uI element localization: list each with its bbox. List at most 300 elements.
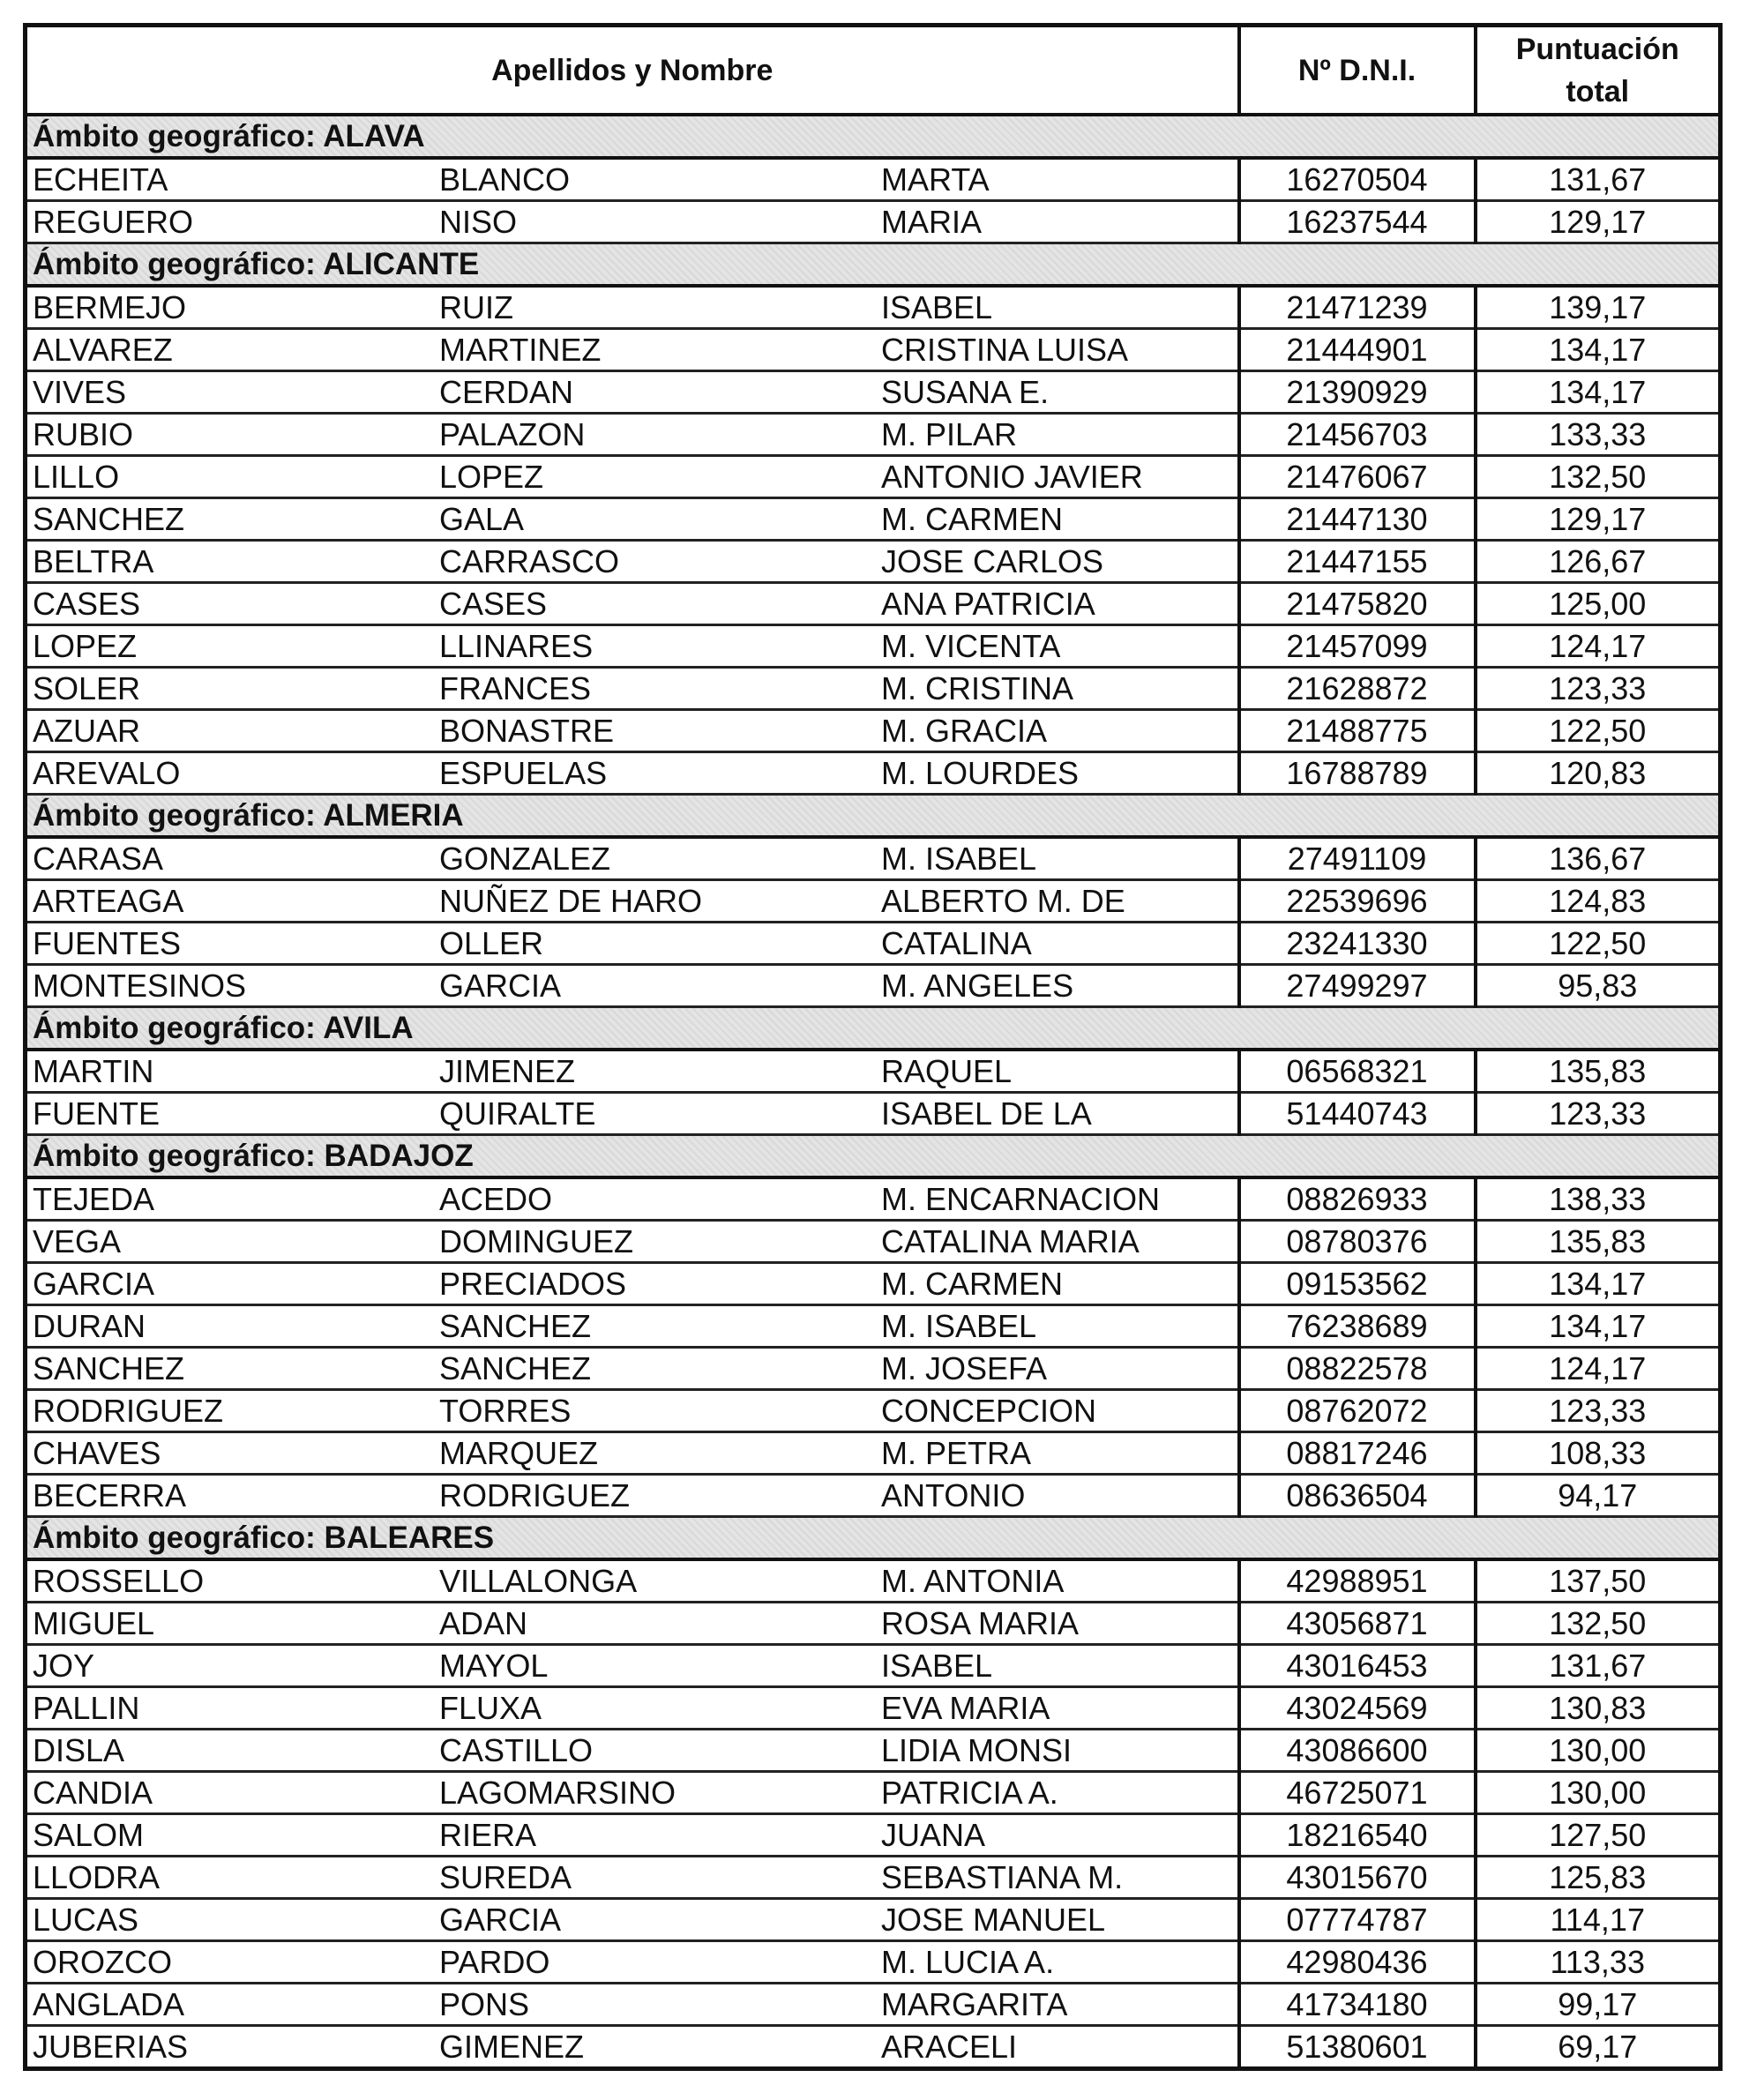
table-row [26,965,1721,1007]
score-cell: 136,67 [1476,837,1721,880]
score-cell: 132,50 [1476,456,1721,498]
full-name-cell [26,1221,1239,1263]
dni-cell: 08780376 [1239,1221,1476,1263]
results-sheet [23,23,1718,2071]
given-name: JOSE CARLOS [881,543,1104,579]
dni-cell: 21390929 [1239,371,1476,414]
full-name-cell [26,414,1239,456]
given-name: ANTONIO JAVIER [881,459,1143,495]
second-surname: NUÑEZ DE HARO [439,883,703,919]
first-surname: ROSSELLO [33,1563,205,1599]
group-header-row [26,1135,1721,1178]
table-row [26,1177,1721,1221]
second-surname: CASTILLO [439,1732,594,1768]
score-cell: 124,17 [1476,625,1721,668]
score-cell: 125,00 [1476,583,1721,625]
table-row [26,498,1721,541]
given-name: CATALINA MARIA [881,1223,1140,1259]
table-row [26,1305,1721,1348]
name-parts [27,1984,1237,2024]
dni-cell: 08636504 [1239,1475,1476,1517]
table-row [26,456,1721,498]
given-name: RAQUEL [881,1053,1013,1089]
second-surname: LAGOMARSINO [439,1775,676,1811]
table-row [26,1263,1721,1305]
given-name: M. ENCARNACION [881,1181,1161,1217]
table-row [26,1050,1721,1093]
dni-cell: 51440743 [1239,1093,1476,1135]
name-parts [27,1773,1237,1812]
given-name: EVA MARIA [881,1690,1050,1726]
full-name-cell [26,1941,1239,1984]
second-surname: GONZALEZ [439,841,611,877]
name-parts [27,288,1237,327]
group-header-row [26,1007,1721,1050]
score-cell: 135,83 [1476,1221,1721,1263]
given-name: CATALINA [881,925,1032,961]
name-parts [27,1730,1237,1770]
first-surname: JUBERIAS [33,2029,189,2065]
table-row [26,1857,1721,1899]
second-surname: PALAZON [439,416,586,452]
first-surname: RUBIO [33,416,134,452]
table-row [26,1221,1721,1263]
given-name: M. CRISTINA [881,670,1074,706]
score-cell: 132,50 [1476,1603,1721,1645]
group-header-row [26,115,1721,158]
name-parts [27,1264,1237,1304]
full-name-cell [26,1559,1239,1603]
group-header-row [26,243,1721,287]
given-name: MARTA [881,161,990,198]
given-name: ISABEL [881,1648,993,1684]
dni-cell: 21488775 [1239,710,1476,752]
second-surname: GALA [439,501,525,537]
name-parts [27,1476,1237,1515]
dni-cell: 51380601 [1239,2026,1476,2069]
first-surname: SOLER [33,670,141,706]
dni-cell: 08817246 [1239,1432,1476,1475]
name-parts [27,1306,1237,1346]
name-parts [27,839,1237,878]
given-name: ANTONIO [881,1477,1026,1513]
dni-cell: 21447155 [1239,541,1476,583]
dni-cell: 43024569 [1239,1687,1476,1730]
score-cell: 130,00 [1476,1730,1721,1772]
dni-cell: 42980436 [1239,1941,1476,1984]
second-surname: LOPEZ [439,459,544,495]
name-parts [27,542,1237,581]
second-surname: TORRES [439,1393,572,1429]
dni-cell: 27499297 [1239,965,1476,1007]
first-surname: MONTESINOS [33,968,247,1004]
second-surname: GIMENEZ [439,2029,585,2065]
second-surname: JIMENEZ [439,1053,576,1089]
given-name: M. ISABEL [881,1308,1037,1344]
second-surname: VILLALONGA [439,1563,638,1599]
given-name: MARIA [881,204,983,240]
second-surname: LLINARES [439,628,594,664]
given-name: ISABEL [881,289,993,325]
second-surname: CARRASCO [439,543,620,579]
given-name: ISABEL DE LA [881,1095,1092,1132]
full-name-cell [26,1305,1239,1348]
full-name-cell [26,1984,1239,2026]
first-surname: LILLO [33,459,120,495]
name-parts [27,330,1237,370]
score-cell: 108,33 [1476,1432,1721,1475]
score-cell: 94,17 [1476,1475,1721,1517]
table-row [26,752,1721,795]
name-parts [27,669,1237,708]
table-row [26,2026,1721,2069]
name-parts [27,626,1237,666]
score-cell: 125,83 [1476,1857,1721,1899]
score-cell: 138,33 [1476,1177,1721,1221]
first-surname: CARASA [33,841,164,877]
dni-cell: 21444901 [1239,329,1476,371]
table-row [26,329,1721,371]
second-surname: SUREDA [439,1859,572,1895]
name-parts [27,584,1237,624]
dni-cell: 21456703 [1239,414,1476,456]
first-surname: BECERRA [33,1477,187,1513]
second-surname: PRECIADOS [439,1266,627,1302]
full-name-cell [26,201,1239,243]
table-row [26,371,1721,414]
dni-cell: 07774787 [1239,1899,1476,1941]
name-parts [27,160,1237,199]
table-body [26,115,1721,2069]
table-row [26,1475,1721,1517]
table-row [26,583,1721,625]
name-parts [27,2027,1237,2066]
score-cell: 135,83 [1476,1050,1721,1093]
group-label: Ámbito geográfico: BALEARES [26,1517,1721,1560]
full-name-cell [26,1348,1239,1390]
dni-cell: 18216540 [1239,1814,1476,1857]
table-row [26,1687,1721,1730]
given-name: JUANA [881,1817,986,1853]
group-header-row [26,1517,1721,1560]
dni-cell: 09153562 [1239,1263,1476,1305]
score-cell: 126,67 [1476,541,1721,583]
first-surname: PALLIN [33,1690,140,1726]
name-parts [27,1900,1237,1939]
name-parts [27,1391,1237,1431]
score-cell: 123,33 [1476,1093,1721,1135]
first-surname: AZUAR [33,713,141,749]
full-name-cell [26,1687,1239,1730]
second-surname: DOMINGUEZ [439,1223,633,1259]
given-name: JOSE MANUEL [881,1902,1106,1938]
table-row [26,1603,1721,1645]
score-cell: 122,50 [1476,710,1721,752]
given-name: SUSANA E. [881,374,1050,410]
full-name-cell [26,1857,1239,1899]
name-parts [27,1051,1237,1091]
full-name-cell [26,880,1239,923]
second-surname: OLLER [439,925,544,961]
score-cell: 139,17 [1476,286,1721,329]
score-cell: 129,17 [1476,201,1721,243]
score-cell: 129,17 [1476,498,1721,541]
dni-cell: 21471239 [1239,286,1476,329]
full-name-cell [26,1772,1239,1814]
table-row [26,923,1721,965]
first-surname: LUCAS [33,1902,139,1938]
given-name: ANA PATRICIA [881,586,1095,622]
dni-cell: 08762072 [1239,1390,1476,1432]
table-row [26,414,1721,456]
full-name-cell [26,1603,1239,1645]
given-name: M. GRACIA [881,713,1048,749]
name-parts [27,1646,1237,1685]
second-surname: ADAN [439,1605,528,1641]
given-name: M. LOURDES [881,755,1080,791]
second-surname: CERDAN [439,374,574,410]
first-surname: ANGLADA [33,1986,185,2022]
dni-column-header: Nº D.N.I. [1239,26,1476,116]
first-surname: SANCHEZ [33,501,185,537]
dni-cell: 46725071 [1239,1772,1476,1814]
first-surname: VIVES [33,374,127,410]
score-cell: 113,33 [1476,1941,1721,1984]
full-name-cell [26,752,1239,795]
group-label: Ámbito geográfico: ALAVA [26,115,1721,158]
table-row [26,1559,1721,1603]
first-surname: BELTRA [33,543,154,579]
first-surname: ALVAREZ [33,332,173,368]
score-cell: 120,83 [1476,752,1721,795]
table-row [26,1730,1721,1772]
table-row [26,625,1721,668]
full-name-cell [26,668,1239,710]
dni-cell: 21476067 [1239,456,1476,498]
first-surname: SANCHEZ [33,1350,185,1386]
score-cell: 124,83 [1476,880,1721,923]
name-parts [27,966,1237,1005]
score-cell: 99,17 [1476,1984,1721,2026]
first-surname: REGUERO [33,204,194,240]
dni-cell: 42988951 [1239,1559,1476,1603]
dni-cell: 43056871 [1239,1603,1476,1645]
full-name-cell [26,837,1239,880]
full-name-cell [26,1899,1239,1941]
score-cell: 114,17 [1476,1899,1721,1941]
dni-cell: 43015670 [1239,1857,1476,1899]
first-surname: LLODRA [33,1859,161,1895]
full-name-cell [26,329,1239,371]
full-name-cell [26,583,1239,625]
score-cell: 127,50 [1476,1814,1721,1857]
score-cell: 130,83 [1476,1687,1721,1730]
second-surname: GARCIA [439,1902,562,1938]
second-surname: RIERA [439,1817,537,1853]
first-surname: BERMEJO [33,289,187,325]
full-name-cell [26,1093,1239,1135]
second-surname: MARTINEZ [439,332,602,368]
name-parts [27,1094,1237,1133]
second-surname: PONS [439,1986,530,2022]
given-name: ROSA MARIA [881,1605,1080,1641]
name-parts [27,1942,1237,1982]
name-parts [27,923,1237,963]
given-name: M. PETRA [881,1435,1032,1471]
dni-cell: 21447130 [1239,498,1476,541]
given-name: M. ANTONIA [881,1563,1065,1599]
given-name: MARGARITA [881,1986,1068,2022]
name-parts [27,881,1237,921]
given-name: M. ISABEL [881,841,1037,877]
full-name-cell [26,1390,1239,1432]
given-name: M. CARMEN [881,1266,1063,1302]
given-name: ALBERTO M. DE [881,883,1125,919]
group-label: Ámbito geográfico: ALMERIA [26,795,1721,838]
name-parts [27,1433,1237,1473]
dni-cell: 16788789 [1239,752,1476,795]
full-name-cell [26,541,1239,583]
table-row [26,1941,1721,1984]
score-cell: 131,67 [1476,1645,1721,1687]
full-name-cell [26,1432,1239,1475]
first-surname: VEGA [33,1223,122,1259]
first-surname: CASES [33,586,141,622]
table-row [26,1093,1721,1135]
first-surname: TEJEDA [33,1181,155,1217]
score-cell: 133,33 [1476,414,1721,456]
candidates-table [23,23,1723,2071]
table-header-row [26,26,1721,116]
score-cell: 69,17 [1476,2026,1721,2069]
table-row [26,710,1721,752]
second-surname: BONASTRE [439,713,615,749]
table-row [26,668,1721,710]
table-row [26,1432,1721,1475]
dni-cell: 06568321 [1239,1050,1476,1093]
full-name-cell [26,710,1239,752]
second-surname: ESPUELAS [439,755,608,791]
dni-cell: 21475820 [1239,583,1476,625]
second-surname: QUIRALTE [439,1095,596,1132]
dni-cell: 16270504 [1239,158,1476,201]
table-row [26,1348,1721,1390]
group-label: Ámbito geográfico: BADAJOZ [26,1135,1721,1178]
given-name: M. PILAR [881,416,1018,452]
name-parts [27,1857,1237,1897]
second-surname: MAYOL [439,1648,549,1684]
full-name-cell [26,1475,1239,1517]
first-surname: DURAN [33,1308,146,1344]
given-name: ARACELI [881,2029,1018,2065]
given-name: CRISTINA LUISA [881,332,1129,368]
table-row [26,1899,1721,1941]
first-surname: MIGUEL [33,1605,155,1641]
score-cell: 131,67 [1476,158,1721,201]
dni-cell: 22539696 [1239,880,1476,923]
table-row [26,158,1721,201]
score-cell: 137,50 [1476,1559,1721,1603]
given-name: CONCEPCION [881,1393,1097,1429]
dni-cell: 43086600 [1239,1730,1476,1772]
given-name: LIDIA MONSI [881,1732,1073,1768]
first-surname: ARTEAGA [33,883,184,919]
second-surname: CASES [439,586,548,622]
first-surname: DISLA [33,1732,125,1768]
name-parts [27,1222,1237,1261]
table-row [26,1772,1721,1814]
dni-cell: 08826933 [1239,1177,1476,1221]
name-parts [27,1815,1237,1855]
name-parts [27,1349,1237,1388]
dni-cell: 43016453 [1239,1645,1476,1687]
table-row [26,837,1721,880]
name-parts [27,753,1237,793]
first-surname: LOPEZ [33,628,138,664]
full-name-cell [26,1050,1239,1093]
full-name-cell [26,371,1239,414]
dni-cell: 16237544 [1239,201,1476,243]
given-name: M. CARMEN [881,501,1063,537]
given-name: M. LUCIA A. [881,1944,1055,1980]
full-name-cell [26,923,1239,965]
full-name-cell [26,498,1239,541]
score-cell: 123,33 [1476,1390,1721,1432]
table-row [26,1390,1721,1432]
score-cell: 122,50 [1476,923,1721,965]
first-surname: RODRIGUEZ [33,1393,223,1429]
first-surname: AREVALO [33,755,181,791]
first-surname: GARCIA [33,1266,155,1302]
table-row [26,1645,1721,1687]
full-name-cell [26,158,1239,201]
name-parts [27,372,1237,412]
first-surname: OROZCO [33,1944,172,1980]
full-name-cell [26,625,1239,668]
given-name: PATRICIA A. [881,1775,1058,1811]
full-name-cell [26,1730,1239,1772]
second-surname: ACEDO [439,1181,553,1217]
table-row [26,201,1721,243]
first-surname: ECHEITA [33,161,168,198]
first-surname: MARTIN [33,1053,154,1089]
first-surname: CANDIA [33,1775,153,1811]
dni-cell: 08822578 [1239,1348,1476,1390]
given-name: M. VICENTA [881,628,1061,664]
given-name: SEBASTIANA M. [881,1859,1124,1895]
second-surname: FRANCES [439,670,592,706]
group-label: Ámbito geográfico: AVILA [26,1007,1721,1050]
second-surname: SANCHEZ [439,1350,592,1386]
score-cell: 134,17 [1476,1305,1721,1348]
dni-cell: 41734180 [1239,1984,1476,2026]
second-surname: RUIZ [439,289,513,325]
group-header-row [26,795,1721,838]
full-name-cell [26,965,1239,1007]
table-row [26,1814,1721,1857]
score-cell: 130,00 [1476,1772,1721,1814]
first-surname: SALOM [33,1817,145,1853]
name-parts [27,1561,1237,1601]
names-column-header: Apellidos y Nombre [26,26,1239,116]
name-parts [27,1179,1237,1219]
table-row [26,880,1721,923]
full-name-cell [26,1645,1239,1687]
score-column-header [1476,26,1721,116]
full-name-cell [26,1263,1239,1305]
score-cell: 134,17 [1476,329,1721,371]
name-parts [27,499,1237,539]
